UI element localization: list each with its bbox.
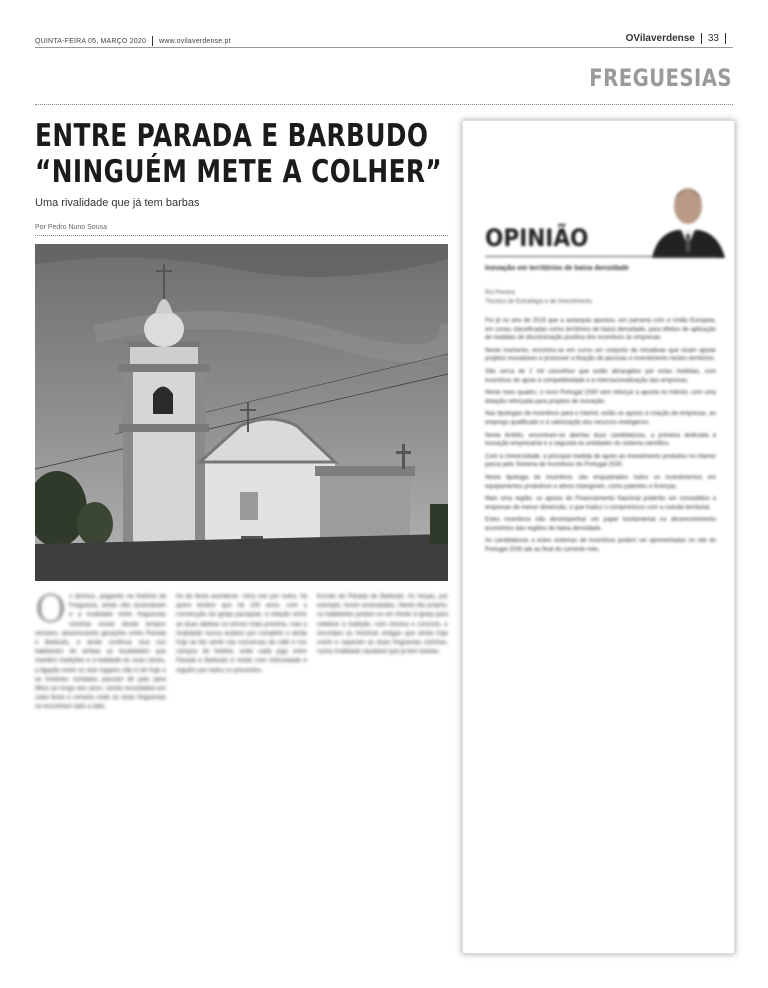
opinion-title: Inovação em territórios de baixa densidade <box>485 265 629 272</box>
header-divider <box>152 36 153 46</box>
opinion-rule <box>485 256 716 257</box>
opinion-text <box>485 317 716 559</box>
opinion-paragraph: Neste novo quadro, o novo Portugal 2030 vem reforçar a aposta no interior, com uma dotação reforçada para projetos de inovação. <box>485 390 716 405</box>
column-1-text: s ânimos, pegando na história da Freguesia, ainda não assentaram e a rivalidade entre freguesias vizinhas existe desde tempos remotos, atravessando gerações entre Parada e Barbudo, e ainda continua viva nos habitantes de ambas as localidades que mantêm tradições e a lealdade às suas raízes, a ligação entre os dois lugares não é de hoje e as histórias contadas passam de pais para filhos ao longo dos anos, sendo recordadas em cada festa e romaria onde as duas freguesias se encontram lado a lado. <box>35 593 166 711</box>
article-headline: ENTRE PARADA E BARBUDO “NINGUÉM METE A COLHER” <box>35 118 443 190</box>
article-column-3: Escola de Parada de Barbudo. As forças, por exemplo, foram assinaladas. Neste dia próprio, os habitantes juntam-se em frente à igreja para celebrar a tradição, com música e convívio, e recordam as histórias antigas que ainda hoje unem e separam as duas freguesias vizinhas, numa rivalidade saudável que já tem barbas. <box>317 593 448 656</box>
publication-name: OVilaverdense <box>625 33 695 45</box>
section-title: FREGUESIAS <box>589 64 732 92</box>
author-name: Rui Pereira <box>485 290 516 296</box>
opinion-paragraph: Nas tipologias de incentivos para o interior, estão os apoios à criação de empresas, ao emprego qualificado e à valorização dos recursos endógenos. <box>485 411 716 426</box>
church-photo <box>35 244 448 581</box>
opinion-paragraph: Estes incentivos irão desempenhar um papel fundamental no desenvolvimento económico das regiões de baixa densidade. <box>485 517 716 532</box>
opinion-paragraph: Nesta tipologia de incentivos são enquadrados todos os investimentos em equipamentos produtivos e ativos intangíveis, como patentes e licenças. <box>485 474 716 490</box>
page-number: 33 <box>707 33 719 45</box>
header-rule <box>35 47 733 48</box>
header-divider <box>701 33 702 44</box>
header-left <box>35 36 231 46</box>
article-body <box>35 592 448 962</box>
article-column-1 <box>35 592 166 962</box>
article-column-2: há de festa acontecer. Uma vez por outra, há quem lembre que há 100 anos, com a construção da igreja paroquial, a relação entre as duas aldeias se tornou mais próxima, mas a rivalidade nunca acabou por completo e ainda hoje se faz sentir nas conversas do café e nos campos de futebol, onde cada jogo entre Parada e Barbudo é vivido com intensidade e orgulho por todos os presentes. <box>176 593 307 674</box>
author-role: Técnico de Estratégia e de Investimento <box>485 299 593 305</box>
header-divider <box>725 33 726 44</box>
author-portrait <box>647 176 729 258</box>
opinion-paragraph: Com a Universidade, a principal medida de apoio ao investimento produtivo no interior passa pelo Sistema de Incentivos do Portugal 2030. <box>485 453 716 469</box>
drop-cap: O <box>35 592 67 631</box>
opinion-paragraph: Foi já no ano de 2015 que a autarquia apostou, em parceria com a União Europeia, em zonas classificadas como territórios de baixa densidade, para efeitos de aplicação de medidas de discriminação positiva dos incentivos às empresas. <box>485 318 716 342</box>
opinion-author <box>485 289 592 307</box>
opinion-paragraph: Neste momento, encontra-se em curso um conjunto de iniciativas que visam apoiar projetos inovadores e promover a fixação de pessoas e investimento nestes territórios. <box>485 347 716 363</box>
opinion-paragraph: São cerca de 2 mil concelhos que estão abrangidos por estas medidas, com incentivos de apoio à competitividade e à internacionalização das empresas. <box>485 368 716 384</box>
article-subtitle: Uma rivalidade que já tem barbas <box>35 197 200 209</box>
opinion-paragraph: As candidaturas a estes sistemas de incentivos podem ser apresentadas no site do Portugal 2030 até ao final do corrente mês. <box>485 538 716 554</box>
church-illustration <box>35 244 448 581</box>
opinion-paragraph: Mais uma região, os apoios do Financiamento Nacional poderão ser concedidos a empresas de menor dimensão, o que traduz o compromisso com a coesão territorial. <box>485 496 716 511</box>
byline-rule <box>35 235 448 236</box>
section-rule <box>35 104 733 105</box>
article-byline: Por Pedro Nuno Sousa <box>35 224 107 231</box>
header-right <box>626 33 732 44</box>
opinion-label: OPINIÃO <box>485 224 589 252</box>
issue-date: QUINTA-FEIRA 05, MARÇO 2020 <box>35 37 147 45</box>
opinion-paragraph: Neste âmbito, encontram-se abertas duas candidaturas, a primeira dedicada à inovação empresarial e a segunda às entidades do sistema científico. <box>485 432 716 448</box>
opinion-sidebar <box>462 120 735 954</box>
website-link[interactable]: www.ovilaverdense.pt <box>159 37 231 45</box>
